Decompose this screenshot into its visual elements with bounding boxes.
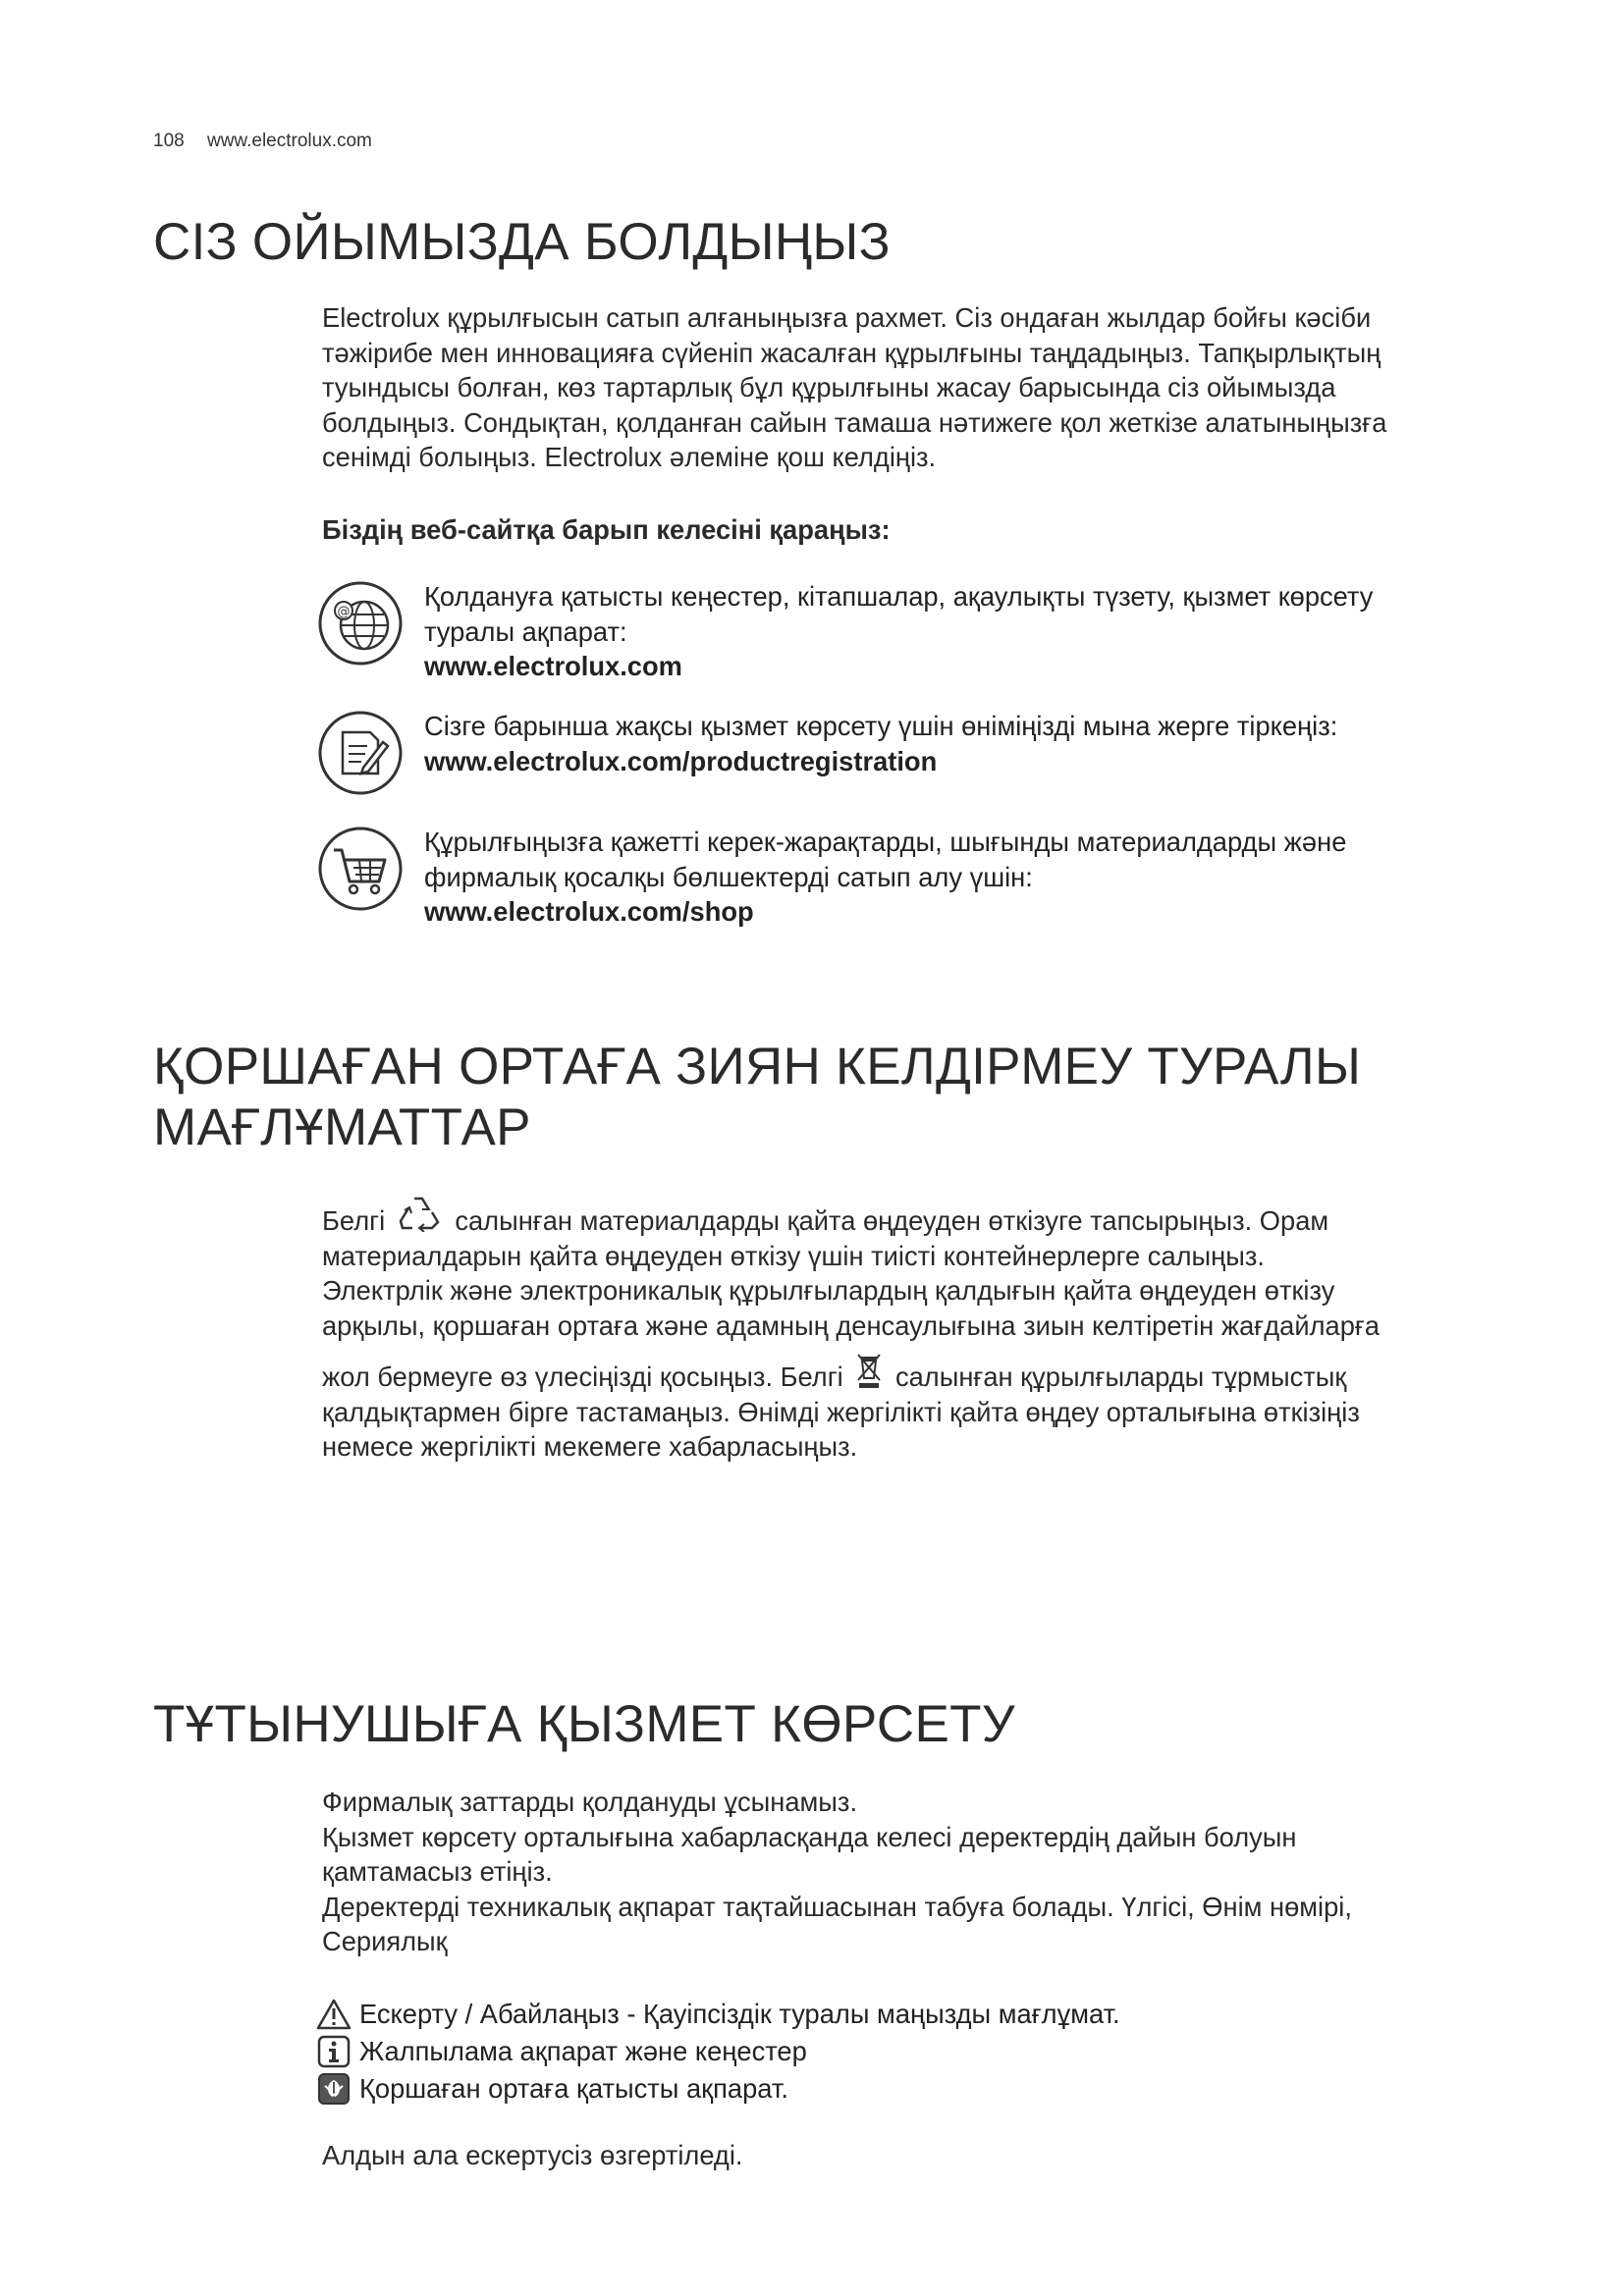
link-desc-line: Құрылғыңызға қажетті керек-жарақтарды, шығынды материалдарды және [424, 827, 1347, 857]
environment-icon [316, 2072, 352, 2106]
crossed-bin-icon [856, 1353, 882, 1390]
cs-line: Сериялық [322, 1926, 448, 1956]
page-number: 108 [153, 131, 185, 151]
intro-line: тәжірибе мен инновацияға сүйеніп жасалған құрылғыны таңдадыңыз. Тапқырлықтың [322, 337, 1381, 368]
env-line: немесе жергілікті мекемеге хабарласыңыз. [322, 1431, 858, 1462]
section-title-line: ҚОРШАҒАН ОРТАҒА ЗИЯН КЕЛДІРМЕУ ТУРАЛЫ [153, 1038, 1362, 1095]
env-line: қалдықтармен бірге тастамаңыз. Өнімді жергілікті қайта өңдеу орталығына өткізіңіз [322, 1396, 1360, 1427]
warning-icon [316, 1998, 352, 2031]
intro-line: туындысы болған, көз тартарлық бұл құрылғыны жасау барысында сіз ойымызда [322, 372, 1336, 402]
symbol-legend [316, 1996, 1120, 2108]
shopping-cart-icon [316, 825, 405, 913]
link-desc-line: Сізге барынша жақсы қызмет көрсету үшін өніміңізді мына жерге тіркеңіз: [424, 711, 1338, 741]
intro-line: Electrolux құрылғысын сатып алғаныңызға рахмет. Сіз ондаған жылдар бойғы кәсіби [322, 302, 1372, 333]
link-text [424, 579, 1373, 684]
env-text: салынған материалдарды қайта өңдеуден өткізуге тапсырыңыз. Орам [455, 1205, 1329, 1236]
link-desc-line: Қолдануға қатысты кеңестер, кітапшалар, ақаулықты түзету, қызмет көрсету [424, 581, 1374, 612]
cs-line: қамтамасыз етіңіз. [322, 1856, 553, 1887]
section-title-welcome: СІЗ ОЙЫМЫЗДА БОЛДЫҢЫЗ [153, 213, 891, 271]
legend-item-environment [316, 2070, 1120, 2108]
cs-line: Қызмет көрсету орталығына хабарласқанда келесі деректердің дайын болуын [322, 1821, 1297, 1852]
env-line: материалдарын қайта өңдеуден өткізу үшін тиісті контейнерлерге салыңыз. [322, 1240, 1265, 1271]
environment-text [322, 1195, 1380, 1465]
link-url[interactable]: www.electrolux.com [424, 651, 682, 681]
globe-icon [316, 579, 405, 667]
section-title-environment [153, 1037, 1361, 1158]
intro-line: болдыңыз. Сондықтан, қолданған сайын тамаша нәтижеге қол жеткізе алатыныңызға [322, 406, 1387, 438]
svg-text:@: @ [337, 605, 351, 619]
link-text [424, 709, 1337, 778]
env-line [322, 1353, 1380, 1395]
legend-text: Ескерту / Абайлаңыз - Қауіпсіздік туралы маңызды мағлұмат. [359, 1999, 1120, 2029]
section-title-line: МАҒЛҰМАТТАР [153, 1098, 531, 1156]
legend-text: Қоршаған ортаға қатысты ақпарат. [359, 2073, 788, 2104]
visit-label: Біздің веб-сайтқа барып келесіні қараңыз: [322, 514, 891, 545]
info-icon [316, 2035, 352, 2068]
customer-service-text [322, 1785, 1352, 1959]
env-line: арқылы, қоршаған ортаға және адамның денсаулығына зиын келтіретін жағдайларға [322, 1309, 1380, 1341]
welcome-intro [322, 300, 1386, 475]
link-url[interactable]: www.electrolux.com/productregistration [424, 745, 938, 776]
page-header [153, 131, 372, 152]
link-desc-line: фирмалық қосалқы бөлшектерді сатып алу үшін: [424, 861, 1033, 892]
footer-note: Алдын ала ескертусіз өзгертіледі. [322, 2140, 743, 2170]
registration-icon [316, 709, 405, 797]
section-title-customer-service: ТҰТЫНУШЫҒА ҚЫЗМЕТ КӨРСЕТУ [153, 1695, 1015, 1753]
intro-line: сенімді болыңыз. Electrolux әлеміне қош келдіңіз. [322, 442, 937, 472]
cs-line: Фирмалық заттарды қолдануды ұсынамыз. [322, 1787, 858, 1817]
legend-item-info [316, 2033, 1120, 2070]
env-text: Белгі [322, 1205, 386, 1236]
cs-line: Деректерді техникалық ақпарат тақтайшасынан табуға болады. Үлгісі, Өнім нөмірі, [322, 1891, 1352, 1922]
env-text: жол бермеуге өз үлесіңізді қосыңыз. Белгі [322, 1362, 843, 1392]
header-site[interactable]: www.electrolux.com [206, 131, 372, 151]
link-url[interactable]: www.electrolux.com/shop [424, 896, 754, 927]
env-text: салынған құрылғыларды тұрмыстық [894, 1362, 1347, 1392]
env-line: Электрлік және электроникалық құрылғылардың қалдығын қайта өңдеуден өткізу [322, 1275, 1335, 1306]
env-line [322, 1195, 1380, 1239]
recycle-icon [399, 1195, 442, 1232]
legend-text: Жалпылама ақпарат және кеңестер [359, 2036, 807, 2066]
legend-item-warning [316, 1996, 1120, 2033]
link-text [424, 825, 1346, 930]
link-desc-line: туралы ақпарат: [424, 615, 627, 647]
